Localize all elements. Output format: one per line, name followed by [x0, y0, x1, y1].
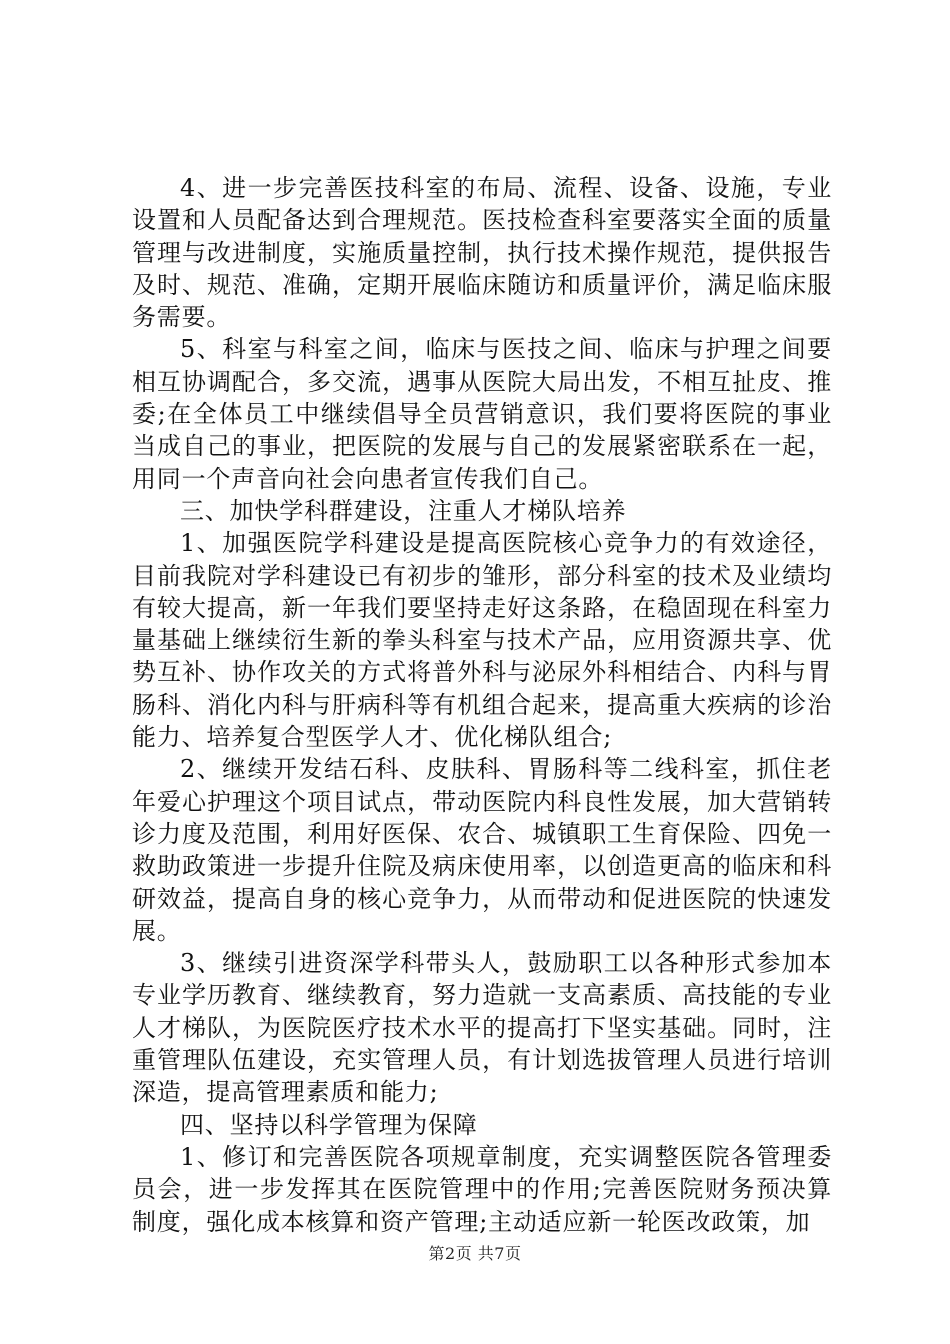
page-number-footer: 第2页 共7页	[428, 1244, 522, 1263]
paragraph-subitem-2: 2、继续开发结石科、皮肤科、胃肠科等二线科室，抓住老年爱心护理这个项目试点，带动医院内科良性发展，加大营销转诊力度及范围，利用好医保、农合、城镇职工生育保险、四免一救助政策进一步提升住院及病床使用率，以创造更高的临床和科研效益，提高自身的核心竞争力，从而带动和促进医院的快速发展。	[132, 755, 832, 945]
paragraph-item-4: 4、进一步完善医技科室的布局、流程、设备、设施，专业设置和人员配备达到合理规范。医技检查科室要落实全面的质量管理与改进制度，实施质量控制，执行技术操作规范，提供报告及时、规范、准确，定期开展临床随访和质量评价，满足临床服务需要。	[132, 174, 832, 332]
section-heading-4: 四、坚持以科学管理为保障	[180, 1110, 478, 1139]
paragraph-management-1: 1、修订和完善医院各项规章制度，充实调整医院各管理委员会，进一步发挥其在医院管理中的作用;完善医院财务预决算制度，强化成本核算和资产管理;主动适应新一轮医改政策，加	[132, 1142, 832, 1236]
paragraph-subitem-1: 1、加强医院学科建设是提高医院核心竞争力的有效途径，目前我院对学科建设已有初步的雏形，部分科室的技术及业绩均有较大提高，新一年我们要坚持走好这条路，在稳固现在科室力量基础上继续衍生新的拳头科室与技术产品，应用资源共享、优势互补、协作攻关的方式将普外科与泌尿外科相结合、内科与胃肠科、消化内科与肝病科等有机组合起来，提高重大疾病的诊治能力、培养复合型医学人才、优化梯队组合;	[132, 529, 832, 752]
section-heading-3: 三、加快学科群建设，注重人才梯队培养	[180, 496, 627, 525]
paragraph-subitem-3: 3、继续引进资深学科带头人，鼓励职工以各种形式参加本专业学历教育、继续教育，努力造就一支高素质、高技能的专业人才梯队，为医院医疗技术水平的提高打下坚实基础。同时，注重管理队伍建设，充实管理人员，有计划选拔管理人员进行培训深造，提高管理素质和能力;	[132, 949, 832, 1107]
paragraph-item-5: 5、科室与科室之间，临床与医技之间、临床与护理之间要相互协调配合，多交流，遇事从医院大局出发，不相互扯皮、推委;在全体员工中继续倡导全员营销意识，我们要将医院的事业当成自己的事业，把医院的发展与自己的发展紧密联系在一起，用同一个声音向社会向患者宣传我们自己。	[132, 335, 832, 493]
document-body	[132, 172, 832, 1238]
